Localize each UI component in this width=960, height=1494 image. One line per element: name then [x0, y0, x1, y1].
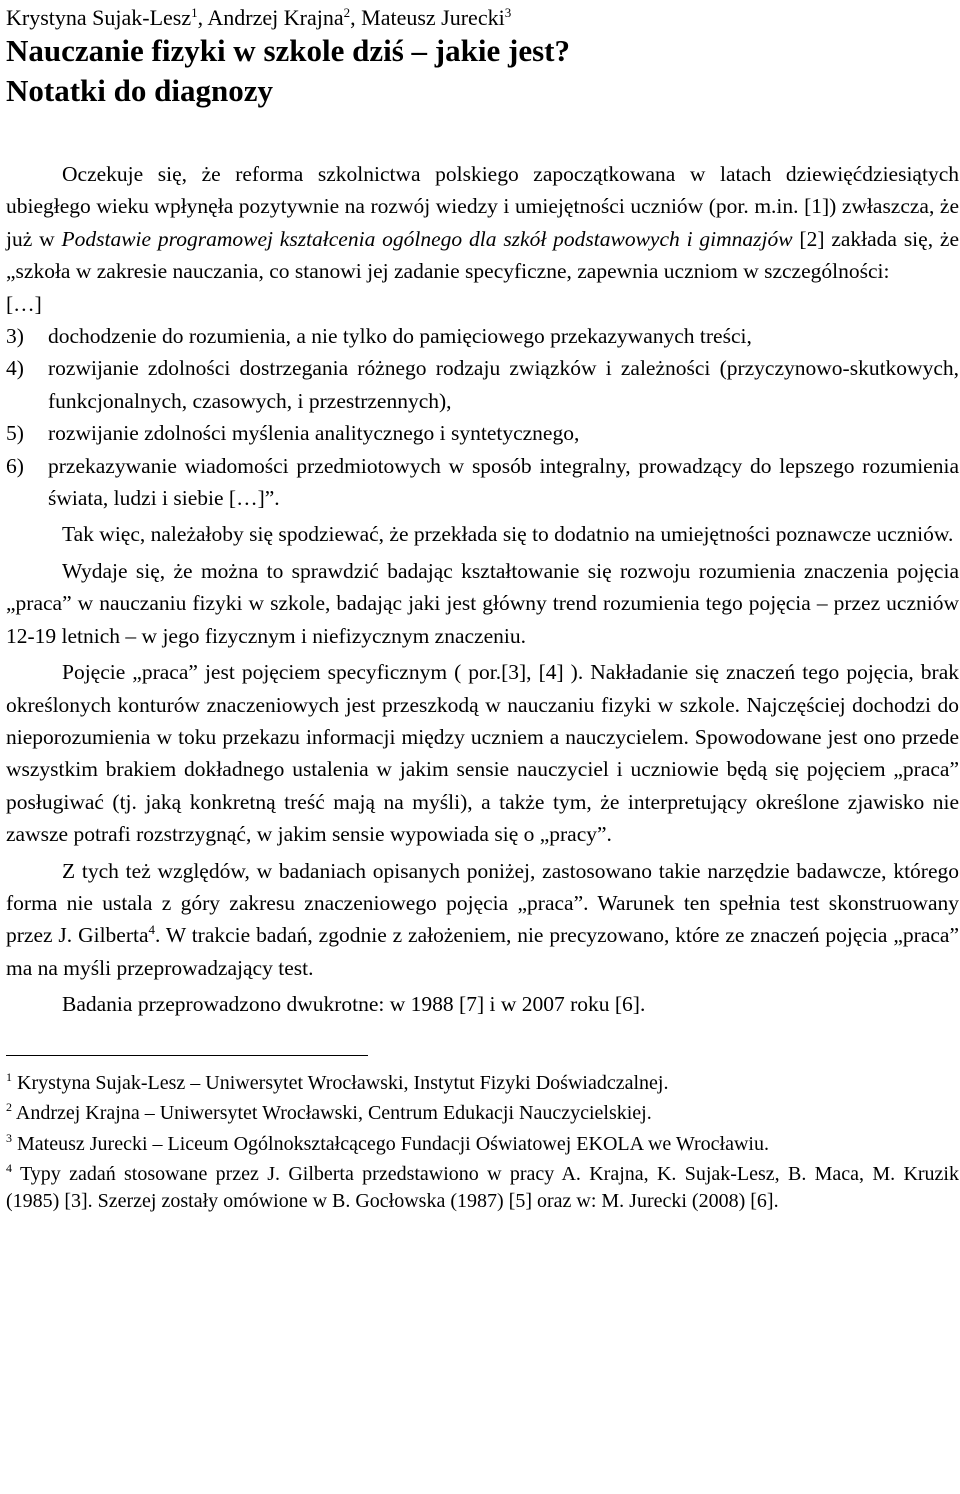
list-item: [6, 352, 959, 417]
footnote-marker[interactable]: 3: [504, 5, 512, 20]
list-text: rozwijanie zdolności dostrzegania różnego rodzaju związków i zależności (przyczynowo-skutkowych, funkcjonalnych, czasowych, i przestrzennych),: [48, 356, 959, 413]
footnote: [6, 1131, 959, 1158]
footnote-text: Andrzej Krajna – Uniwersytet Wrocławski, Centrum Edukacji Nauczycielskiej.: [12, 1102, 652, 1125]
document-page: [6, 0, 959, 1218]
list-text: dochodzenie do rozumienia, a nie tylko do pamięciowego przekazywanych treści,: [48, 324, 752, 349]
author-name: Andrzej Krajna: [207, 5, 344, 30]
list-number: 6): [6, 453, 24, 478]
separator: ,: [350, 5, 362, 30]
author-name: Mateusz Jurecki: [361, 5, 505, 30]
footnote-text: Krystyna Sujak-Lesz – Uniwersytet Wrocławski, Instytut Fizyki Doświadczalnej.: [12, 1071, 669, 1094]
list-item: [6, 450, 959, 515]
list-number: 3): [6, 324, 24, 349]
footnote-separator: [6, 1055, 368, 1056]
footnote: [6, 1100, 959, 1127]
list-item: [6, 320, 959, 352]
footnote-number: 1: [6, 1069, 12, 1084]
footnote-number: 4: [6, 1161, 12, 1176]
document-title-italic: Podstawie programowej kształcenia ogólnego dla szkół podstawowych i gimnazjów: [61, 226, 793, 251]
footnote-text: Mateusz Jurecki – Liceum Ogólnokształcącego Fundacji Oświatowej EKOLA we Wrocławiu.: [12, 1132, 769, 1155]
author-name: Krystyna Sujak-Lesz: [6, 5, 192, 30]
body-paragraph: Badania przeprowadzono dwukrotne: w 1988 [7] i w 2007 roku [6].: [62, 992, 646, 1017]
list-text: rozwijanie zdolności myślenia analitycznego i syntetycznego,: [48, 421, 580, 446]
list-number: 4): [6, 356, 24, 381]
body-paragraph: [6, 855, 959, 985]
list-number: 5): [6, 421, 24, 446]
footnote-number: 2: [6, 1100, 12, 1115]
body-paragraph: Pojęcie „praca” jest pojęciem specyficznym ( por.[3], [4] ). Nakładanie się znaczeń tego pojęcia, brak określonych konturów znaczeniowych jest przeszkodą w nauczaniu fizyki w szkole. Najczęściej dochodzi do nieporozumienia w toku przekazu informacji między uczniem a nauczycielem. Spowodowane jest ono przede wszystkim brakiem dokładnego ustalenia w jakim sensie nauczyciel i uczniowie będą się pojęciem „praca” posługiwać (tj. jaką konkretną treść mają na myśli), a także tym, że interpretujący określone zjawisko nie zawsze potrafi rozstrzygnąć, w jakim sensie wypowiada się o „pracy”.: [6, 660, 959, 847]
footnote-number: 3: [6, 1130, 12, 1145]
footnote: [6, 1070, 959, 1097]
intro-paragraph: [6, 158, 959, 288]
footnote-marker[interactable]: 2: [343, 5, 351, 20]
footnote-marker[interactable]: 4: [148, 922, 156, 938]
list-text: przekazywanie wiadomości przedmiotowych w sposób integralny, prowadzący do lepszego rozumienia świata, ludzi i siebie […]”.: [48, 453, 959, 511]
list-item: [6, 417, 959, 449]
footnote-marker[interactable]: 1: [191, 5, 198, 20]
title-line: Notatki do diagnozy: [6, 73, 273, 108]
ellipsis: […]: [6, 291, 42, 316]
intro-text: [2] zakłada się, że „szkoła w zakresie nauczania, co stanowi jej zadanie specyficzne, zapewnia uczniom w szczególności:: [6, 226, 959, 284]
paragraph-text: . W trakcie badań, zgodnie z założeniem, nie precyzowano, które ze znaczeń pojęcia „praca” ma na myśli przeprowadzający test.: [6, 923, 959, 980]
numbered-list: [6, 320, 959, 514]
footnote-text: Typy zadań stosowane przez J. Gilberta przedstawiono w pracy A. Krajna, K. Sujak-Lesz, B. Maca, M. Kruzik (1985) [3]. Szerzej zostały omówione w B. Gocłowska (1987) [5] oraz w: M. Jurecki (2008) [6].: [6, 1163, 959, 1212]
separator: ,: [197, 5, 208, 30]
paper-title: [6, 31, 959, 111]
footnote: [6, 1161, 959, 1214]
title-line: Nauczanie fizyki w szkole dziś – jakie jest?: [6, 33, 570, 68]
body-paragraph: Tak więc, należałoby się spodziewać, że przekłada się to dodatnio na umiejętności poznawcze uczniów.: [62, 522, 954, 547]
author-line: [6, 4, 959, 31]
paragraph-text: Z tych też względów, w badaniach opisanych poniżej, zastosowano takie narzędzie badawcze, którego forma nie ustala z góry zakresu znaczeniowego pojęcia „praca”. Warunek ten spełnia test skonstruowany przez J. Gilberta: [6, 858, 959, 948]
footnotes: [6, 1070, 959, 1215]
body-paragraph: Wydaje się, że można to sprawdzić badając kształtowanie się rozwoju rozumienia znaczenia pojęcia „praca” w nauczaniu fizyki w szkole, badając jaki jest główny trend rozumienia tego pojęcia – przez uczniów 12-19 letnich – w jego fizycznym i niefizycznym znaczeniu.: [6, 558, 959, 648]
intro-text: Oczekuje się, że reforma szkolnictwa polskiego zapoczątkowana w latach dziewięćdziesiątych ubiegłego wieku wpłynęła pozytywnie na rozwój wiedzy i umiejętności uczniów (por. m.in. [1]) zwłaszcza, że już w: [6, 162, 959, 251]
